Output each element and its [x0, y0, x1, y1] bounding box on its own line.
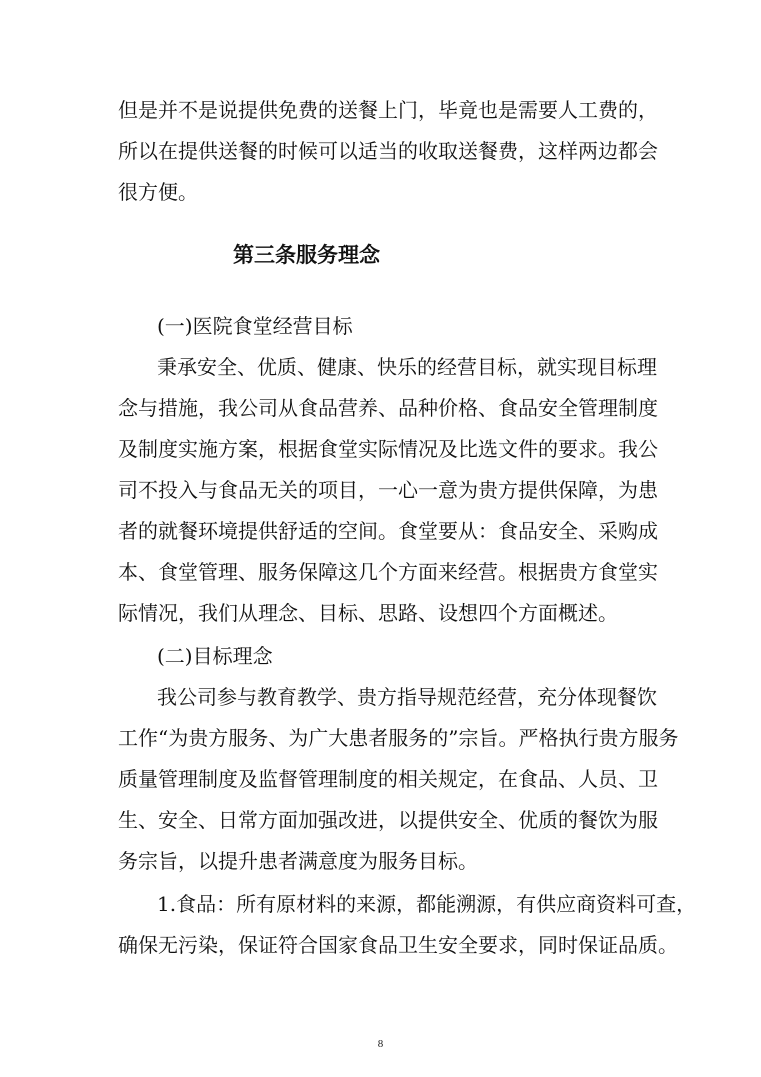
paragraph-line: 者的就餐环境提供舒适的空间。食堂要从：食品安全、采购成: [118, 519, 658, 543]
paragraph-line: 秉承安全、优质、健康、快乐的经营目标，就实现目标理: [157, 355, 657, 379]
paragraph-line: 本、食堂管理、服务保障这几个方面来经营。根据贵方食堂实: [118, 560, 658, 584]
paragraph-line: 质量管理制度及监督管理制度的相关规定，在食品、人员、卫: [118, 767, 658, 791]
section-heading: 第三条服务理念: [233, 243, 380, 267]
subsection-heading: (二)目标理念: [157, 644, 273, 668]
paragraph-line: 生、安全、日常方面加强改进，以提供安全、优质的餐饮为服: [118, 808, 658, 832]
paragraph-line: 我公司参与教育教学、贵方指导规范经营，充分体现餐饮: [157, 685, 657, 709]
paragraph-line: 司不投入与食品无关的项目，一心一意为贵方提供保障，为患: [118, 478, 658, 502]
paragraph-line: 念与措施，我公司从食品营养、品种价格、食品安全管理制度: [118, 396, 658, 420]
paragraph-line: 确保无污染，保证符合国家食品卫生安全要求，同时保证品质。: [118, 933, 678, 957]
paragraph-line: 务宗旨，以提升患者满意度为服务目标。: [118, 849, 478, 873]
paragraph-line: 及制度实施方案，根据食堂实际情况及比选文件的要求。我公: [118, 437, 658, 461]
paragraph-line: 所以在提供送餐的时候可以适当的收取送餐费，这样两边都会: [118, 139, 658, 163]
paragraph-line: 工作“为贵方服务、为广大患者服务的”宗旨。严格执行贵方服务: [118, 726, 679, 750]
paragraph-line: 1.食品：所有原材料的来源，都能溯源，有供应商资料可查，: [157, 892, 697, 916]
paragraph-line: 但是并不是说提供免费的送餐上门，毕竟也是需要人工费的，: [118, 98, 658, 122]
subsection-heading: (一)医院食堂经营目标: [157, 314, 353, 338]
page-number: 8: [377, 1038, 384, 1050]
paragraph-line: 际情况，我们从理念、目标、思路、设想四个方面概述。: [118, 601, 618, 625]
paragraph-line: 很方便。: [118, 180, 198, 204]
